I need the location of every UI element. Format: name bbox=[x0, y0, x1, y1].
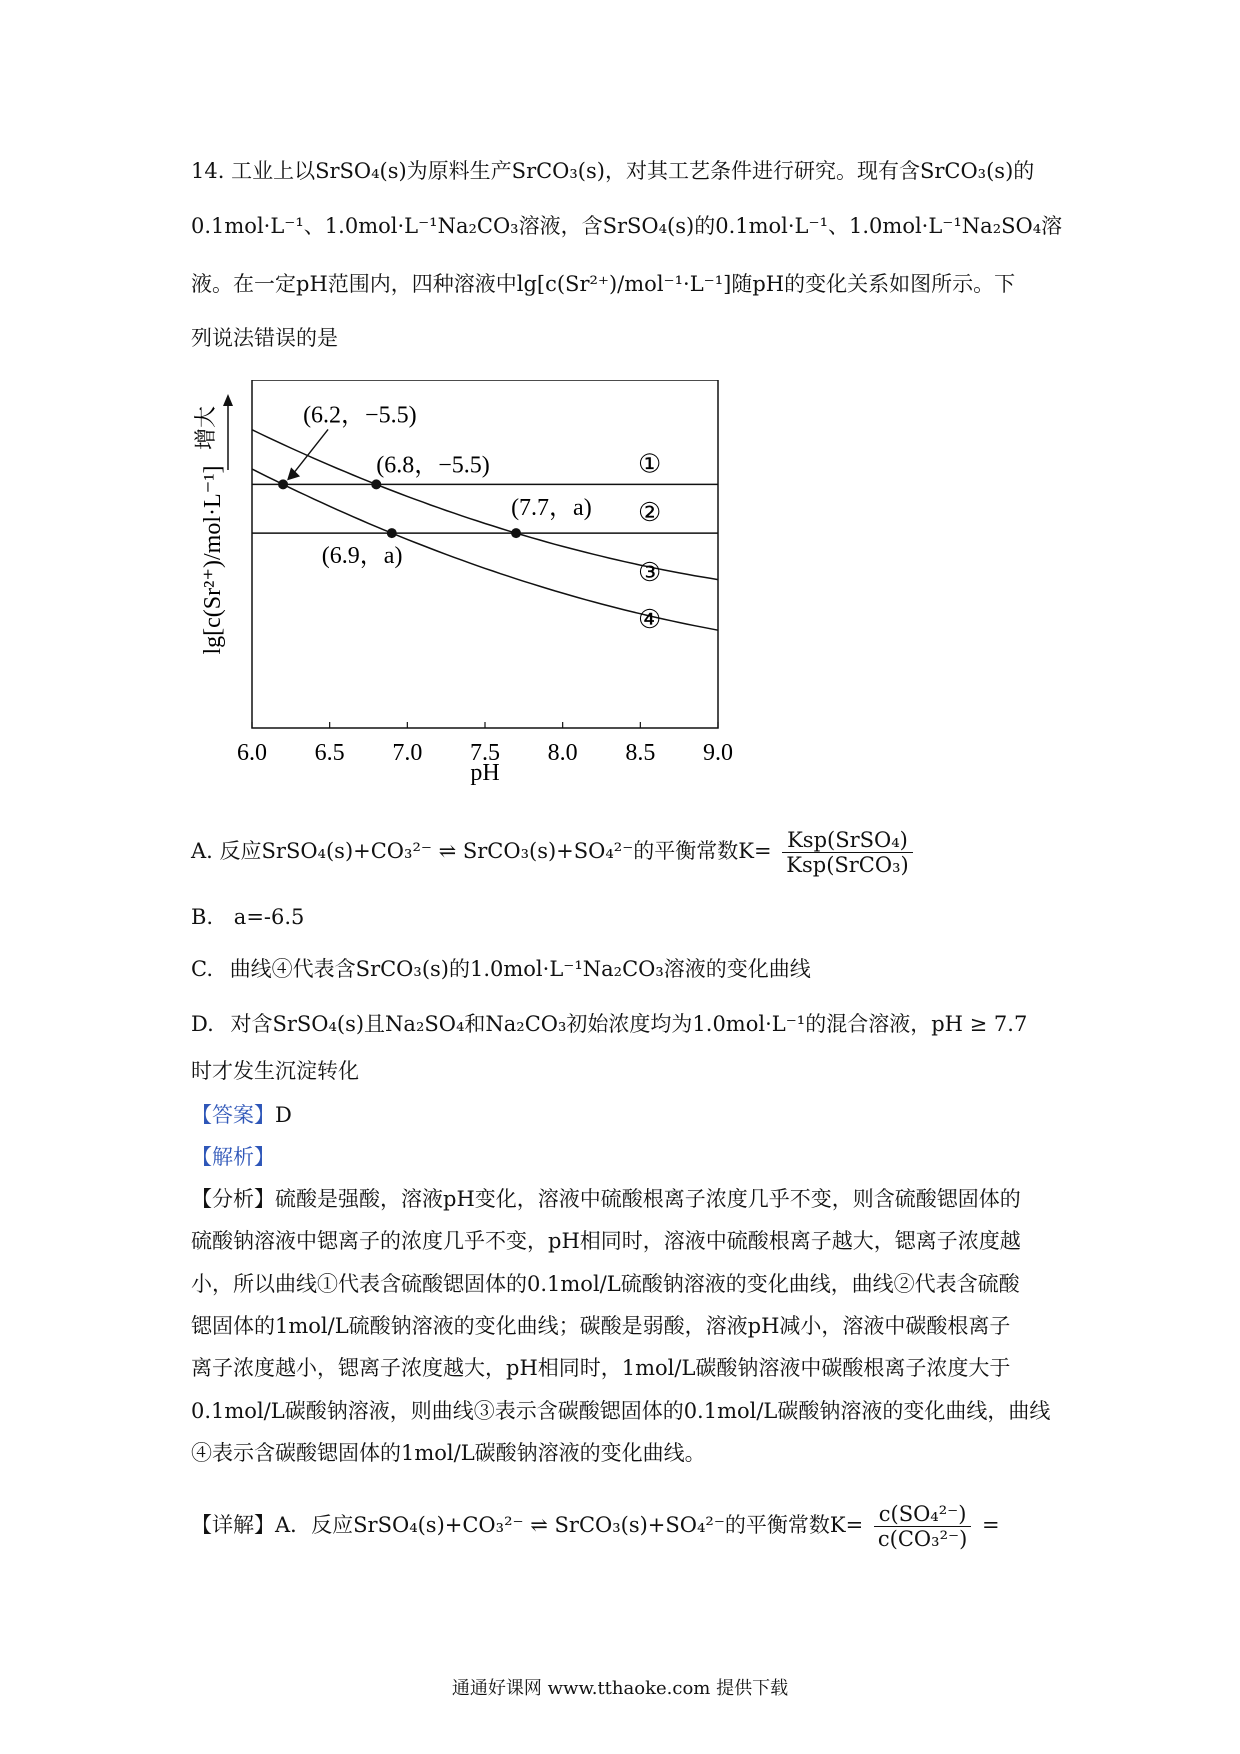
option-a bbox=[191, 828, 917, 877]
detail-denominator: c(CO₃²⁻) bbox=[877, 1527, 968, 1551]
footer: 通通好课网 www.tthaoke.com 提供下载 bbox=[451, 1678, 789, 1699]
answer-value: D bbox=[275, 1103, 292, 1127]
analysis-heading: 【解析】 bbox=[191, 1145, 275, 1169]
point-callout-arrow bbox=[291, 429, 328, 476]
analysis-line-7: ④表示含碳酸锶固体的1mol/L碳酸钠溶液的变化曲线。 bbox=[191, 1441, 706, 1465]
analysis-line-4: 锶固体的1mol/L硫酸钠溶液的变化曲线；碳酸是弱酸，溶液pH减小，溶液中碳酸根离子 bbox=[191, 1314, 1011, 1338]
option-a-label: A. bbox=[191, 839, 213, 863]
option-b-text: a=-6.5 bbox=[233, 905, 305, 929]
detail-fraction bbox=[874, 1502, 971, 1551]
curve-label: ④ bbox=[638, 605, 662, 635]
point-callout-arrowhead bbox=[287, 467, 300, 480]
answer-label: 【答案】 bbox=[191, 1103, 275, 1127]
data-point-label: (6.2，−5.5) bbox=[303, 402, 417, 429]
detail-tail: = bbox=[981, 1513, 1000, 1537]
curve-label: ③ bbox=[638, 558, 662, 588]
curve-label: ① bbox=[638, 449, 662, 479]
analysis-line-1: 【分析】硫酸是强酸，溶液pH变化，溶液中硫酸根离子浓度几乎不变，则含硫酸锶固体的 bbox=[191, 1187, 1021, 1211]
y-direction-label: 增大 bbox=[193, 405, 218, 451]
analysis-line-3: 小，所以曲线①代表含硫酸锶固体的0.1mol/L硫酸钠溶液的变化曲线，曲线②代表含硫酸 bbox=[191, 1272, 1020, 1296]
x-tick-label: 8.0 bbox=[547, 740, 578, 766]
data-point-label: (7.7，a) bbox=[511, 495, 592, 522]
x-tick-label: 7.5 bbox=[470, 740, 500, 766]
option-b-label: B. bbox=[191, 905, 214, 929]
option-b bbox=[191, 905, 304, 929]
y-axis-label: lg[c(Sr²⁺)/mol·L⁻¹] bbox=[200, 465, 226, 655]
option-c-text: 曲线④代表含SrCO₃(s)的1.0mol·L⁻¹Na₂CO₃溶液的变化曲线 bbox=[229, 957, 811, 981]
data-point-label: (6.9，a) bbox=[321, 543, 403, 570]
curve-label: ② bbox=[638, 498, 662, 528]
option-a-text: 反应SrSO₄(s)+CO₃²⁻ ⇌ SrCO₃(s)+SO₄²⁻的平衡常数K= bbox=[219, 839, 772, 863]
x-tick-label: 6.5 bbox=[314, 740, 345, 766]
option-a-fraction bbox=[782, 828, 912, 877]
option-a-numerator: Ksp(SrSO₄) bbox=[782, 828, 912, 853]
analysis-line-6: 0.1mol/L碳酸钠溶液，则曲线③表示含碳酸锶固体的0.1mol/L碳酸钠溶液的变化曲线，曲线 bbox=[191, 1399, 1051, 1423]
x-axis-label: pH bbox=[470, 760, 500, 786]
answer bbox=[191, 1099, 292, 1129]
chart bbox=[180, 380, 760, 800]
question-stem-line-4: 列说法错误的是 bbox=[191, 326, 338, 350]
x-tick-label: 7.0 bbox=[392, 740, 423, 766]
option-a-denominator: Ksp(SrCO₃) bbox=[786, 853, 909, 877]
data-point bbox=[387, 528, 397, 538]
data-point bbox=[511, 528, 521, 538]
option-d-text: 对含SrSO₄(s)且Na₂SO₄和Na₂CO₃初始浓度均为1.0mol·L⁻¹的混合溶液，pH ≥ 7.7 bbox=[230, 1012, 1028, 1036]
detail-text: 【详解】A．反应SrSO₄(s)+CO₃²⁻ ⇌ SrCO₃(s)+SO₄²⁻的平衡常数K= bbox=[191, 1513, 864, 1537]
option-d bbox=[191, 1008, 1027, 1038]
analysis-line-5: 离子浓度越小，锶离子浓度越大，pH相同时，1mol/L碳酸钠溶液中碳酸根离子浓度大于 bbox=[191, 1356, 1011, 1380]
chart-svg bbox=[180, 380, 760, 800]
question-stem-line-2: 0.1mol·L⁻¹、1.0mol·L⁻¹Na₂CO₃溶液，含SrSO₄(s)的0.1mol·L⁻¹、1.0mol·L⁻¹Na₂SO₄溶 bbox=[191, 214, 1063, 238]
data-point bbox=[371, 479, 381, 489]
x-tick-label: 6.0 bbox=[237, 740, 267, 766]
option-d-continued: 时才发生沉淀转化 bbox=[191, 1059, 359, 1083]
x-tick-label: 8.5 bbox=[625, 740, 656, 766]
detail-numerator: c(SO₄²⁻) bbox=[874, 1502, 971, 1527]
option-c bbox=[191, 953, 811, 983]
detail bbox=[191, 1502, 1000, 1551]
option-c-label: C. bbox=[191, 957, 213, 981]
question-stem-line-1: 14. 工业上以SrSO₄(s)为原料生产SrCO₃(s)，对其工艺条件进行研究。现有含SrCO₃(s)的 bbox=[191, 159, 1035, 183]
analysis-line-2: 硫酸钠溶液中锶离子的浓度几乎不变，pH相同时，溶液中硫酸根离子越大，锶离子浓度越 bbox=[191, 1229, 1021, 1253]
data-point bbox=[278, 479, 288, 489]
x-tick-label: 9.0 bbox=[703, 740, 733, 766]
option-d-label: D. bbox=[191, 1012, 214, 1036]
y-direction-arrowhead bbox=[223, 394, 233, 406]
data-point-label: (6.8，−5.5) bbox=[376, 452, 490, 479]
question-stem-line-3: 液。在一定pH范围内，四种溶液中lg[c(Sr²⁺)/mol⁻¹·L⁻¹]随pH的变化关系如图所示。下 bbox=[191, 272, 1016, 296]
